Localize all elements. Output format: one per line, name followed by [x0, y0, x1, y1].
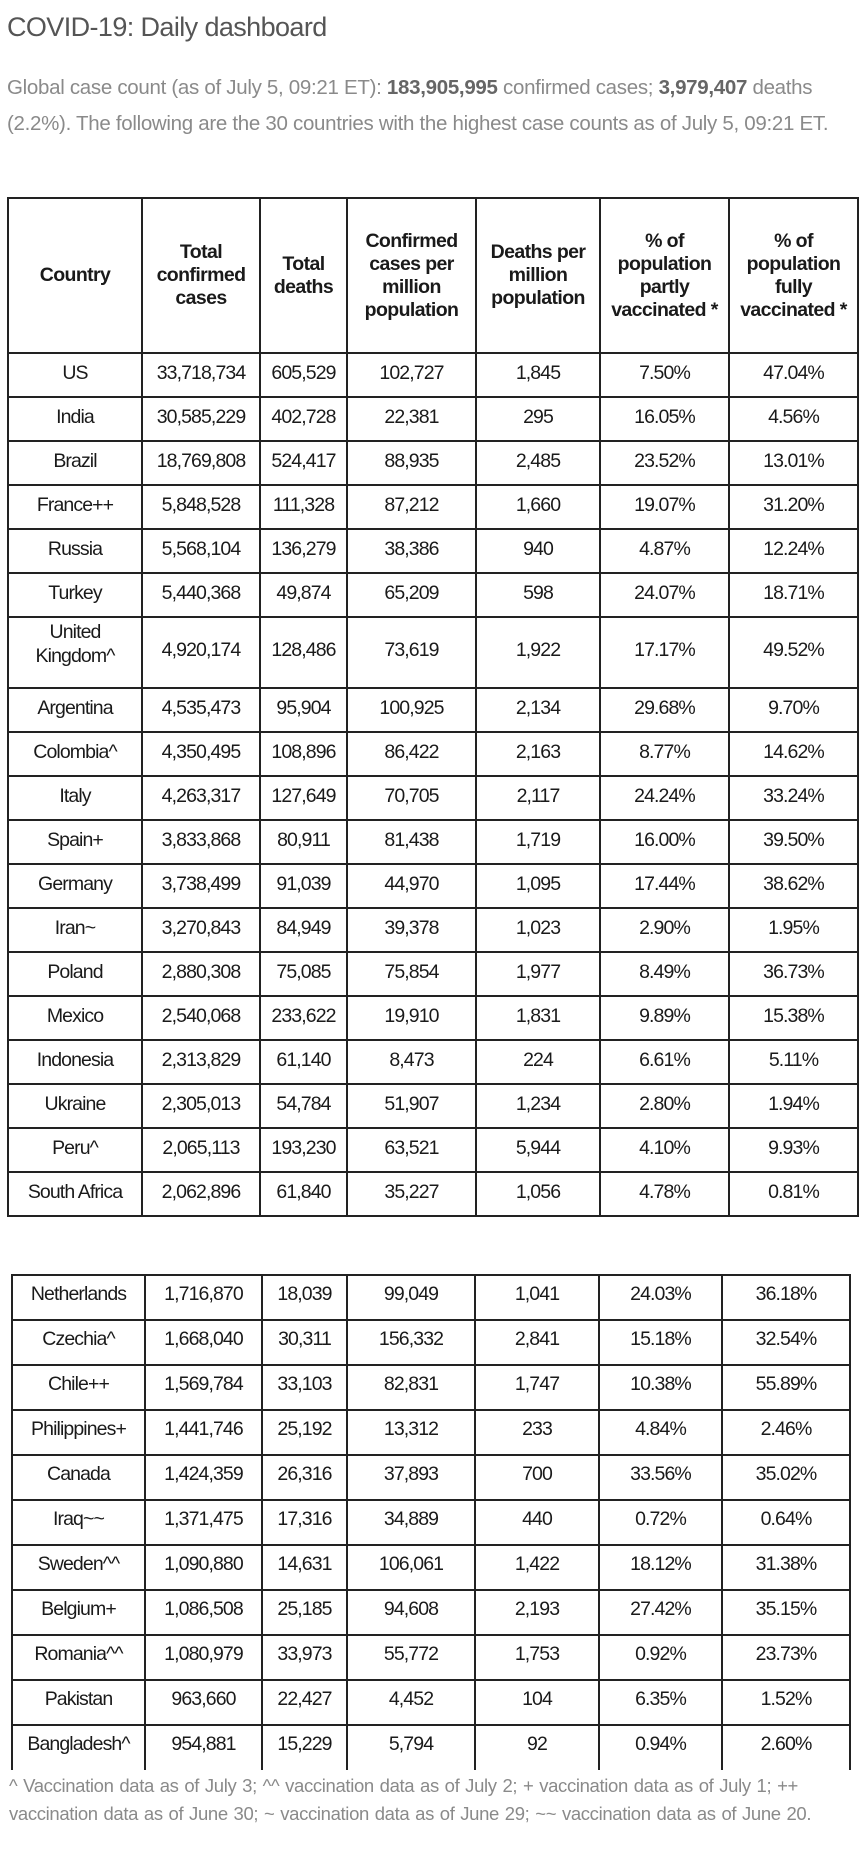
cell-fully-vaccinated: 38.62% [729, 864, 858, 908]
cell-partly-vaccinated: 4.10% [600, 1128, 729, 1172]
cell-country: Chile++ [12, 1365, 145, 1410]
cell-total-cases: 3,270,843 [142, 908, 260, 952]
cell-cases-per-million: 86,422 [347, 732, 476, 776]
cell-total-deaths: 84,949 [260, 908, 347, 952]
cell-deaths-per-million: 2,485 [476, 441, 600, 485]
cell-total-cases: 963,660 [145, 1680, 262, 1725]
table-row [8, 1084, 858, 1128]
cell-total-cases: 2,305,013 [142, 1084, 260, 1128]
cell-total-cases: 954,881 [145, 1725, 262, 1770]
cell-fully-vaccinated: 36.73% [729, 952, 858, 996]
cell-deaths-per-million: 295 [476, 397, 600, 441]
cell-total-cases: 4,263,317 [142, 776, 260, 820]
cell-fully-vaccinated: 35.15% [722, 1590, 850, 1635]
table-row [12, 1410, 850, 1455]
table-row [12, 1680, 850, 1725]
cell-country: Peru^ [8, 1128, 142, 1172]
cell-total-deaths: 33,103 [262, 1365, 347, 1410]
cell-country: Ukraine [8, 1084, 142, 1128]
cell-fully-vaccinated: 36.18% [722, 1275, 850, 1320]
table-row [8, 776, 858, 820]
cell-total-deaths: 80,911 [260, 820, 347, 864]
cell-partly-vaccinated: 16.05% [600, 397, 729, 441]
cell-total-cases: 18,769,808 [142, 441, 260, 485]
cell-partly-vaccinated: 7.50% [600, 353, 729, 397]
cell-partly-vaccinated: 24.07% [600, 573, 729, 617]
cell-cases-per-million: 51,907 [347, 1084, 476, 1128]
cell-country: Argentina [8, 688, 142, 732]
header-deaths-per-million: Deaths per million population [476, 198, 600, 353]
cell-fully-vaccinated: 55.89% [722, 1365, 850, 1410]
cell-fully-vaccinated: 49.52% [729, 617, 858, 688]
cell-cases-per-million: 88,935 [347, 441, 476, 485]
table-row [8, 485, 858, 529]
table-row [12, 1635, 850, 1680]
cell-fully-vaccinated: 15.38% [729, 996, 858, 1040]
cell-country: US [8, 353, 142, 397]
cell-partly-vaccinated: 2.80% [600, 1084, 729, 1128]
cell-country: United Kingdom^ [8, 617, 142, 688]
cell-deaths-per-million: 1,023 [476, 908, 600, 952]
cell-deaths-per-million: 224 [476, 1040, 600, 1084]
cell-total-cases: 1,716,870 [145, 1275, 262, 1320]
cell-total-deaths: 30,311 [262, 1320, 347, 1365]
cell-country: Mexico [8, 996, 142, 1040]
cell-partly-vaccinated: 10.38% [599, 1365, 722, 1410]
table-row [8, 397, 858, 441]
cell-country: Russia [8, 529, 142, 573]
cell-partly-vaccinated: 4.87% [600, 529, 729, 573]
cell-total-cases: 1,569,784 [145, 1365, 262, 1410]
cell-cases-per-million: 35,227 [347, 1172, 476, 1216]
cell-cases-per-million: 39,378 [347, 908, 476, 952]
cell-fully-vaccinated: 0.81% [729, 1172, 858, 1216]
table-row [8, 441, 858, 485]
cell-total-cases: 4,350,495 [142, 732, 260, 776]
cell-country: Indonesia [8, 1040, 142, 1084]
cell-fully-vaccinated: 2.60% [722, 1725, 850, 1770]
cell-partly-vaccinated: 17.44% [600, 864, 729, 908]
cell-total-deaths: 15,229 [262, 1725, 347, 1770]
cell-deaths-per-million: 92 [475, 1725, 599, 1770]
cell-partly-vaccinated: 19.07% [600, 485, 729, 529]
cell-fully-vaccinated: 9.70% [729, 688, 858, 732]
cell-fully-vaccinated: 31.20% [729, 485, 858, 529]
cell-total-deaths: 91,039 [260, 864, 347, 908]
cell-country: Pakistan [12, 1680, 145, 1725]
cell-partly-vaccinated: 6.35% [599, 1680, 722, 1725]
cell-country: Netherlands [12, 1275, 145, 1320]
cell-cases-per-million: 19,910 [347, 996, 476, 1040]
global-confirmed-count: 183,905,995 [386, 76, 498, 99]
cell-country: Belgium+ [12, 1590, 145, 1635]
cell-country: South Africa [8, 1172, 142, 1216]
cell-fully-vaccinated: 47.04% [729, 353, 858, 397]
cell-partly-vaccinated: 4.84% [599, 1410, 722, 1455]
header-partly-vaccinated: % of population partly vaccinated * [600, 198, 729, 353]
table-row [12, 1320, 850, 1365]
cell-total-deaths: 18,039 [262, 1275, 347, 1320]
intro-text-1: Global case count (as of July 5, 09:21 ET): [7, 76, 387, 99]
cell-deaths-per-million: 1,041 [475, 1275, 599, 1320]
cell-cases-per-million: 99,049 [347, 1275, 475, 1320]
cell-total-deaths: 95,904 [260, 688, 347, 732]
cell-country: Czechia^ [12, 1320, 145, 1365]
cell-deaths-per-million: 1,922 [476, 617, 600, 688]
cell-total-cases: 1,441,746 [145, 1410, 262, 1455]
cell-partly-vaccinated: 15.18% [599, 1320, 722, 1365]
table-row [8, 573, 858, 617]
intro-text-3: deaths (2.2%). The following are the 30 countries with the highest case counts as of July 5, 09:21 ET. [7, 76, 829, 135]
table-row [8, 1040, 858, 1084]
cell-country: Philippines+ [12, 1410, 145, 1455]
cell-cases-per-million: 55,772 [347, 1635, 475, 1680]
cell-total-cases: 5,568,104 [142, 529, 260, 573]
page-title: COVID-19: Daily dashboard [7, 12, 327, 42]
cell-fully-vaccinated: 13.01% [729, 441, 858, 485]
cell-total-cases: 33,718,734 [142, 353, 260, 397]
intro-paragraph [7, 70, 857, 142]
cell-deaths-per-million: 1,660 [476, 485, 600, 529]
cell-total-cases: 2,880,308 [142, 952, 260, 996]
cell-country: Bangladesh^ [12, 1725, 145, 1770]
cell-country: Colombia^ [8, 732, 142, 776]
cell-fully-vaccinated: 35.02% [722, 1455, 850, 1500]
country-table-part-2 [11, 1274, 851, 1770]
cell-total-cases: 3,738,499 [142, 864, 260, 908]
cell-country: Turkey [8, 573, 142, 617]
cell-partly-vaccinated: 0.72% [599, 1500, 722, 1545]
cell-partly-vaccinated: 17.17% [600, 617, 729, 688]
cell-partly-vaccinated: 18.12% [599, 1545, 722, 1590]
cell-deaths-per-million: 1,234 [476, 1084, 600, 1128]
cell-fully-vaccinated: 33.24% [729, 776, 858, 820]
cell-total-deaths: 25,192 [262, 1410, 347, 1455]
cell-country: Iraq~~ [12, 1500, 145, 1545]
cell-deaths-per-million: 233 [475, 1410, 599, 1455]
cell-total-deaths: 17,316 [262, 1500, 347, 1545]
cell-total-cases: 1,086,508 [145, 1590, 262, 1635]
cell-total-cases: 2,540,068 [142, 996, 260, 1040]
cell-deaths-per-million: 440 [475, 1500, 599, 1545]
cell-partly-vaccinated: 2.90% [600, 908, 729, 952]
cell-fully-vaccinated: 18.71% [729, 573, 858, 617]
table-row [8, 1128, 858, 1172]
global-deaths-count: 3,979,407 [658, 76, 748, 99]
cell-partly-vaccinated: 6.61% [600, 1040, 729, 1084]
cell-cases-per-million: 106,061 [347, 1545, 475, 1590]
cell-deaths-per-million: 2,193 [475, 1590, 599, 1635]
cell-total-deaths: 49,874 [260, 573, 347, 617]
cell-cases-per-million: 87,212 [347, 485, 476, 529]
cell-partly-vaccinated: 16.00% [600, 820, 729, 864]
table-row [8, 908, 858, 952]
cell-total-deaths: 111,328 [260, 485, 347, 529]
cell-total-cases: 5,848,528 [142, 485, 260, 529]
cell-deaths-per-million: 104 [475, 1680, 599, 1725]
cell-cases-per-million: 8,473 [347, 1040, 476, 1084]
cell-total-cases: 1,668,040 [145, 1320, 262, 1365]
cell-country: France++ [8, 485, 142, 529]
cell-total-deaths: 108,896 [260, 732, 347, 776]
cell-total-deaths: 127,649 [260, 776, 347, 820]
table-row [8, 353, 858, 397]
cell-cases-per-million: 13,312 [347, 1410, 475, 1455]
table-row [12, 1455, 850, 1500]
cell-total-deaths: 605,529 [260, 353, 347, 397]
cell-country: Romania^^ [12, 1635, 145, 1680]
cell-deaths-per-million: 1,719 [476, 820, 600, 864]
cell-country: Sweden^^ [12, 1545, 145, 1590]
cell-fully-vaccinated: 9.93% [729, 1128, 858, 1172]
cell-country: India [8, 397, 142, 441]
cell-total-deaths: 128,486 [260, 617, 347, 688]
table-header-row [8, 198, 858, 353]
cell-country: Germany [8, 864, 142, 908]
cell-country: Canada [12, 1455, 145, 1500]
cell-fully-vaccinated: 5.11% [729, 1040, 858, 1084]
cell-total-deaths: 136,279 [260, 529, 347, 573]
cell-fully-vaccinated: 1.94% [729, 1084, 858, 1128]
cell-fully-vaccinated: 2.46% [722, 1410, 850, 1455]
cell-cases-per-million: 37,893 [347, 1455, 475, 1500]
cell-deaths-per-million: 598 [476, 573, 600, 617]
table-row [12, 1275, 850, 1320]
cell-cases-per-million: 102,727 [347, 353, 476, 397]
cell-deaths-per-million: 2,841 [475, 1320, 599, 1365]
table-row [12, 1365, 850, 1410]
cell-total-deaths: 233,622 [260, 996, 347, 1040]
cell-deaths-per-million: 2,134 [476, 688, 600, 732]
cell-country: Brazil [8, 441, 142, 485]
cell-deaths-per-million: 1,095 [476, 864, 600, 908]
header-cases-per-million: Confirmed cases per million population [347, 198, 476, 353]
table-row [8, 996, 858, 1040]
cell-country: Italy [8, 776, 142, 820]
cell-country: Iran~ [8, 908, 142, 952]
table-row [12, 1590, 850, 1635]
intro-text-2: confirmed cases; [497, 76, 659, 99]
cell-total-cases: 2,062,896 [142, 1172, 260, 1216]
cell-total-cases: 1,371,475 [145, 1500, 262, 1545]
cell-cases-per-million: 156,332 [347, 1320, 475, 1365]
cell-total-deaths: 22,427 [262, 1680, 347, 1725]
cell-total-deaths: 26,316 [262, 1455, 347, 1500]
cell-fully-vaccinated: 1.52% [722, 1680, 850, 1725]
cell-cases-per-million: 100,925 [347, 688, 476, 732]
cell-cases-per-million: 44,970 [347, 864, 476, 908]
country-table-part-1 [7, 197, 859, 1217]
cell-deaths-per-million: 2,117 [476, 776, 600, 820]
cell-deaths-per-million: 1,977 [476, 952, 600, 996]
cell-total-cases: 2,065,113 [142, 1128, 260, 1172]
cell-cases-per-million: 22,381 [347, 397, 476, 441]
cell-total-cases: 4,535,473 [142, 688, 260, 732]
cell-partly-vaccinated: 0.92% [599, 1635, 722, 1680]
table-row [8, 820, 858, 864]
table-row [8, 688, 858, 732]
cell-fully-vaccinated: 32.54% [722, 1320, 850, 1365]
cell-total-cases: 30,585,229 [142, 397, 260, 441]
cell-partly-vaccinated: 29.68% [600, 688, 729, 732]
cell-cases-per-million: 82,831 [347, 1365, 475, 1410]
cell-total-cases: 3,833,868 [142, 820, 260, 864]
cell-total-cases: 2,313,829 [142, 1040, 260, 1084]
cell-deaths-per-million: 5,944 [476, 1128, 600, 1172]
cell-cases-per-million: 38,386 [347, 529, 476, 573]
cell-total-cases: 1,424,359 [145, 1455, 262, 1500]
cell-partly-vaccinated: 0.94% [599, 1725, 722, 1770]
cell-fully-vaccinated: 0.64% [722, 1500, 850, 1545]
cell-cases-per-million: 75,854 [347, 952, 476, 996]
table-row [12, 1500, 850, 1545]
cell-deaths-per-million: 1,831 [476, 996, 600, 1040]
cell-deaths-per-million: 1,422 [475, 1545, 599, 1590]
cell-partly-vaccinated: 8.77% [600, 732, 729, 776]
cell-cases-per-million: 4,452 [347, 1680, 475, 1725]
cell-partly-vaccinated: 33.56% [599, 1455, 722, 1500]
table-row [12, 1725, 850, 1770]
cell-partly-vaccinated: 4.78% [600, 1172, 729, 1216]
table-row [8, 1172, 858, 1216]
cell-total-cases: 1,080,979 [145, 1635, 262, 1680]
cell-deaths-per-million: 1,753 [475, 1635, 599, 1680]
cell-cases-per-million: 34,889 [347, 1500, 475, 1545]
cell-fully-vaccinated: 39.50% [729, 820, 858, 864]
cell-cases-per-million: 81,438 [347, 820, 476, 864]
cell-fully-vaccinated: 23.73% [722, 1635, 850, 1680]
cell-deaths-per-million: 1,056 [476, 1172, 600, 1216]
cell-fully-vaccinated: 12.24% [729, 529, 858, 573]
cell-total-cases: 5,440,368 [142, 573, 260, 617]
cell-cases-per-million: 94,608 [347, 1590, 475, 1635]
cell-cases-per-million: 73,619 [347, 617, 476, 688]
cell-cases-per-million: 70,705 [347, 776, 476, 820]
cell-total-deaths: 33,973 [262, 1635, 347, 1680]
cell-total-deaths: 61,140 [260, 1040, 347, 1084]
header-total-deaths: Total deaths [260, 198, 347, 353]
cell-total-cases: 1,090,880 [145, 1545, 262, 1590]
table-row [8, 529, 858, 573]
header-total-confirmed-cases: Total confirmed cases [142, 198, 260, 353]
cell-fully-vaccinated: 4.56% [729, 397, 858, 441]
footnote: ^ Vaccination data as of July 3; ^^ vaccination data as of July 2; + vaccination data as of July 1; ++ vaccination data as of June 30; ~ vaccination data as of June 29; ~~ vaccination data as of June 20. [9, 1775, 812, 1824]
table-row [8, 952, 858, 996]
cell-fully-vaccinated: 31.38% [722, 1545, 850, 1590]
cell-partly-vaccinated: 24.24% [600, 776, 729, 820]
cell-country: Spain+ [8, 820, 142, 864]
table-row [8, 732, 858, 776]
cell-total-deaths: 75,085 [260, 952, 347, 996]
table-row [8, 617, 858, 688]
cell-deaths-per-million: 940 [476, 529, 600, 573]
cell-partly-vaccinated: 9.89% [600, 996, 729, 1040]
cell-country: Poland [8, 952, 142, 996]
cell-cases-per-million: 65,209 [347, 573, 476, 617]
cell-total-deaths: 14,631 [262, 1545, 347, 1590]
cell-total-deaths: 193,230 [260, 1128, 347, 1172]
cell-fully-vaccinated: 14.62% [729, 732, 858, 776]
cell-fully-vaccinated: 1.95% [729, 908, 858, 952]
cell-partly-vaccinated: 23.52% [600, 441, 729, 485]
cell-total-cases: 4,920,174 [142, 617, 260, 688]
cell-deaths-per-million: 1,845 [476, 353, 600, 397]
cell-partly-vaccinated: 8.49% [600, 952, 729, 996]
table-row [8, 864, 858, 908]
cell-cases-per-million: 5,794 [347, 1725, 475, 1770]
cell-partly-vaccinated: 24.03% [599, 1275, 722, 1320]
table-row [12, 1545, 850, 1590]
cell-total-deaths: 402,728 [260, 397, 347, 441]
cell-total-deaths: 524,417 [260, 441, 347, 485]
cell-total-deaths: 54,784 [260, 1084, 347, 1128]
cell-cases-per-million: 63,521 [347, 1128, 476, 1172]
cell-deaths-per-million: 2,163 [476, 732, 600, 776]
header-fully-vaccinated: % of population fully vaccinated * [729, 198, 858, 353]
cell-deaths-per-million: 700 [475, 1455, 599, 1500]
cell-total-deaths: 61,840 [260, 1172, 347, 1216]
cell-total-deaths: 25,185 [262, 1590, 347, 1635]
header-country: Country [8, 198, 142, 353]
cell-deaths-per-million: 1,747 [475, 1365, 599, 1410]
cell-partly-vaccinated: 27.42% [599, 1590, 722, 1635]
